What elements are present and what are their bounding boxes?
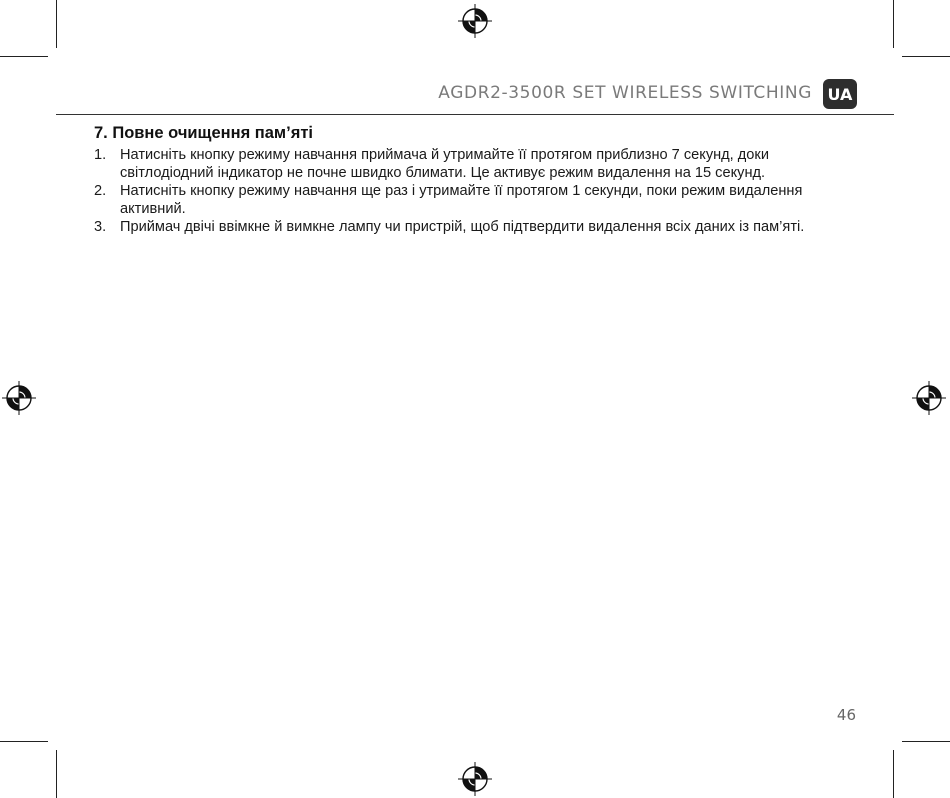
document-header-title: AGDR2-3500R SET WIRELESS SWITCHING [438, 83, 812, 103]
crop-mark-top-left-horizontal [0, 56, 48, 57]
language-badge: UA [823, 79, 857, 109]
registration-mark-icon [912, 381, 946, 415]
registration-mark-icon [458, 762, 492, 796]
crop-mark-top-left-vertical [56, 0, 57, 48]
registration-mark-icon [2, 381, 36, 415]
page-number: 46 [836, 706, 856, 724]
crop-mark-top-right-horizontal [902, 56, 950, 57]
step-number: 2. [94, 183, 107, 199]
registration-mark-icon [458, 4, 492, 38]
instruction-step [94, 182, 854, 218]
instruction-step [94, 218, 854, 236]
step-number: 1. [94, 147, 107, 163]
step-number: 3. [94, 219, 107, 235]
step-text: Натисніть кнопку режиму навчання ще раз і утримайте її протягом 1 секунди, поки режим видалення активний. [120, 183, 803, 217]
crop-mark-bottom-right-horizontal [902, 741, 950, 742]
instruction-step [94, 146, 854, 182]
crop-mark-bottom-right-vertical [893, 750, 894, 798]
header-divider [56, 114, 894, 115]
instruction-list [94, 146, 854, 236]
crop-mark-bottom-left-vertical [56, 750, 57, 798]
step-text: Натисніть кнопку режиму навчання приймача й утримайте її протягом приблизно 7 секунд, доки світлодіодний індикатор не почне швидко блимати. Це активує режим видалення на 15 секунд. [120, 147, 769, 181]
crop-mark-top-right-vertical [893, 0, 894, 48]
step-text: Приймач двічі ввімкне й вимкне лампу чи пристрій, щоб підтвердити видалення всіх даних із пам’яті. [120, 219, 805, 235]
section-title: 7. Повне очищення пам’яті [94, 124, 314, 142]
crop-mark-bottom-left-horizontal [0, 741, 48, 742]
